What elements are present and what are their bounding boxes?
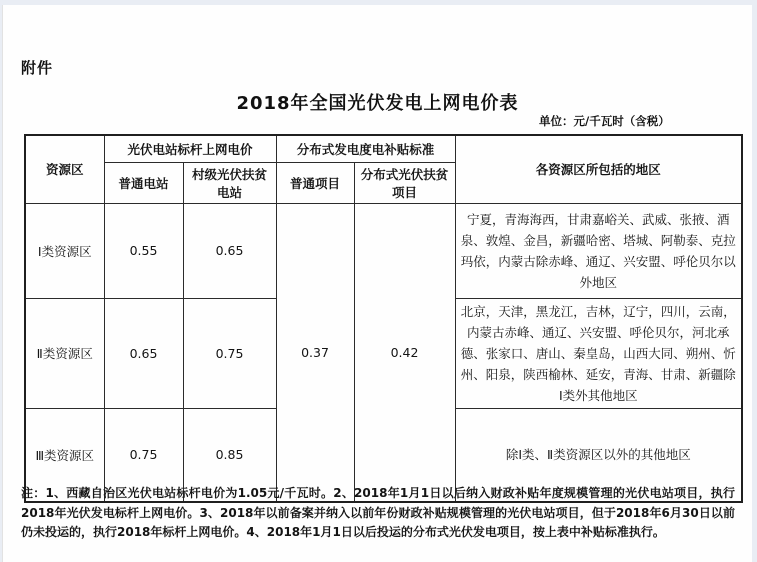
header-ordinary-station: 普通电站 bbox=[104, 162, 183, 203]
price-cell-ordinary-station: 0.75 bbox=[104, 408, 183, 502]
price-cell-ordinary-station: 0.55 bbox=[104, 203, 183, 298]
page-title: 2018年全国光伏发电上网电价表 bbox=[236, 93, 519, 114]
header-subsidy-group: 分布式发电度电补贴标准 bbox=[276, 135, 455, 162]
zone-cell: Ⅱ类资源区 bbox=[25, 298, 104, 408]
price-cell-ordinary-station: 0.65 bbox=[104, 298, 183, 408]
region-cell: 除Ⅰ类、Ⅱ类资源区以外的其他地区 bbox=[455, 408, 742, 502]
region-cell: 宁夏，青海海西，甘肃嘉峪关、武威、张掖、酒泉、敦煌、金昌，新疆哈密、塔城、阿勒泰、克拉玛依，内蒙古除赤峰、通辽、兴安盟、呼伦贝尔以外地区 bbox=[455, 203, 742, 298]
price-cell-village-station: 0.75 bbox=[183, 298, 276, 408]
price-table bbox=[24, 134, 743, 503]
header-zone: 资源区 bbox=[25, 135, 104, 203]
header-village-poverty-station: 村级光伏扶贫电站 bbox=[183, 162, 276, 203]
subsidy-cell-distributed-poverty-project: 0.42 bbox=[354, 203, 455, 502]
zone-cell: Ⅰ类资源区 bbox=[25, 203, 104, 298]
header-ordinary-project: 普通项目 bbox=[276, 162, 354, 203]
price-cell-village-station: 0.65 bbox=[183, 203, 276, 298]
table-header-row-1 bbox=[25, 135, 742, 162]
table-row bbox=[25, 203, 742, 298]
document-page bbox=[2, 5, 752, 562]
zone-cell: Ⅲ类资源区 bbox=[25, 408, 104, 502]
footnote: 注：1、西藏自治区光伏电站标杆电价为1.05元/千瓦时。2、2018年1月1日以后纳入财政补贴年度规模管理的光伏电站项目，执行2018年光伏发电标杆上网电价。3、2018年以前备案并纳入以前年份财政补贴规模管理的光伏电站项目，但于2018年6月30日以前仍未投运的，执行2018年标杆上网电价。4、2018年1月1日以后投运的分布式光伏发电项目，按上表中补贴标准执行。 bbox=[21, 486, 735, 539]
price-cell-village-station: 0.85 bbox=[183, 408, 276, 502]
attachment-label: 附件 bbox=[21, 59, 54, 77]
header-benchmark-group: 光伏电站标杆上网电价 bbox=[104, 135, 276, 162]
region-cell: 北京，天津，黑龙江，吉林，辽宁，四川，云南，内蒙古赤峰、通辽、兴安盟、呼伦贝尔，河北承德、张家口、唐山、秦皇岛，山西大同、朔州、忻州、阳泉，陕西榆林、延安，青海、甘肃、新疆除Ⅰ类外其他地区 bbox=[455, 298, 742, 408]
unit-note: 单位：元/千瓦时（含税） bbox=[539, 114, 670, 128]
header-distributed-poverty-project: 分布式光伏扶贫项目 bbox=[354, 162, 455, 203]
subsidy-cell-ordinary-project: 0.37 bbox=[276, 203, 354, 502]
header-regions: 各资源区所包括的地区 bbox=[455, 135, 742, 203]
